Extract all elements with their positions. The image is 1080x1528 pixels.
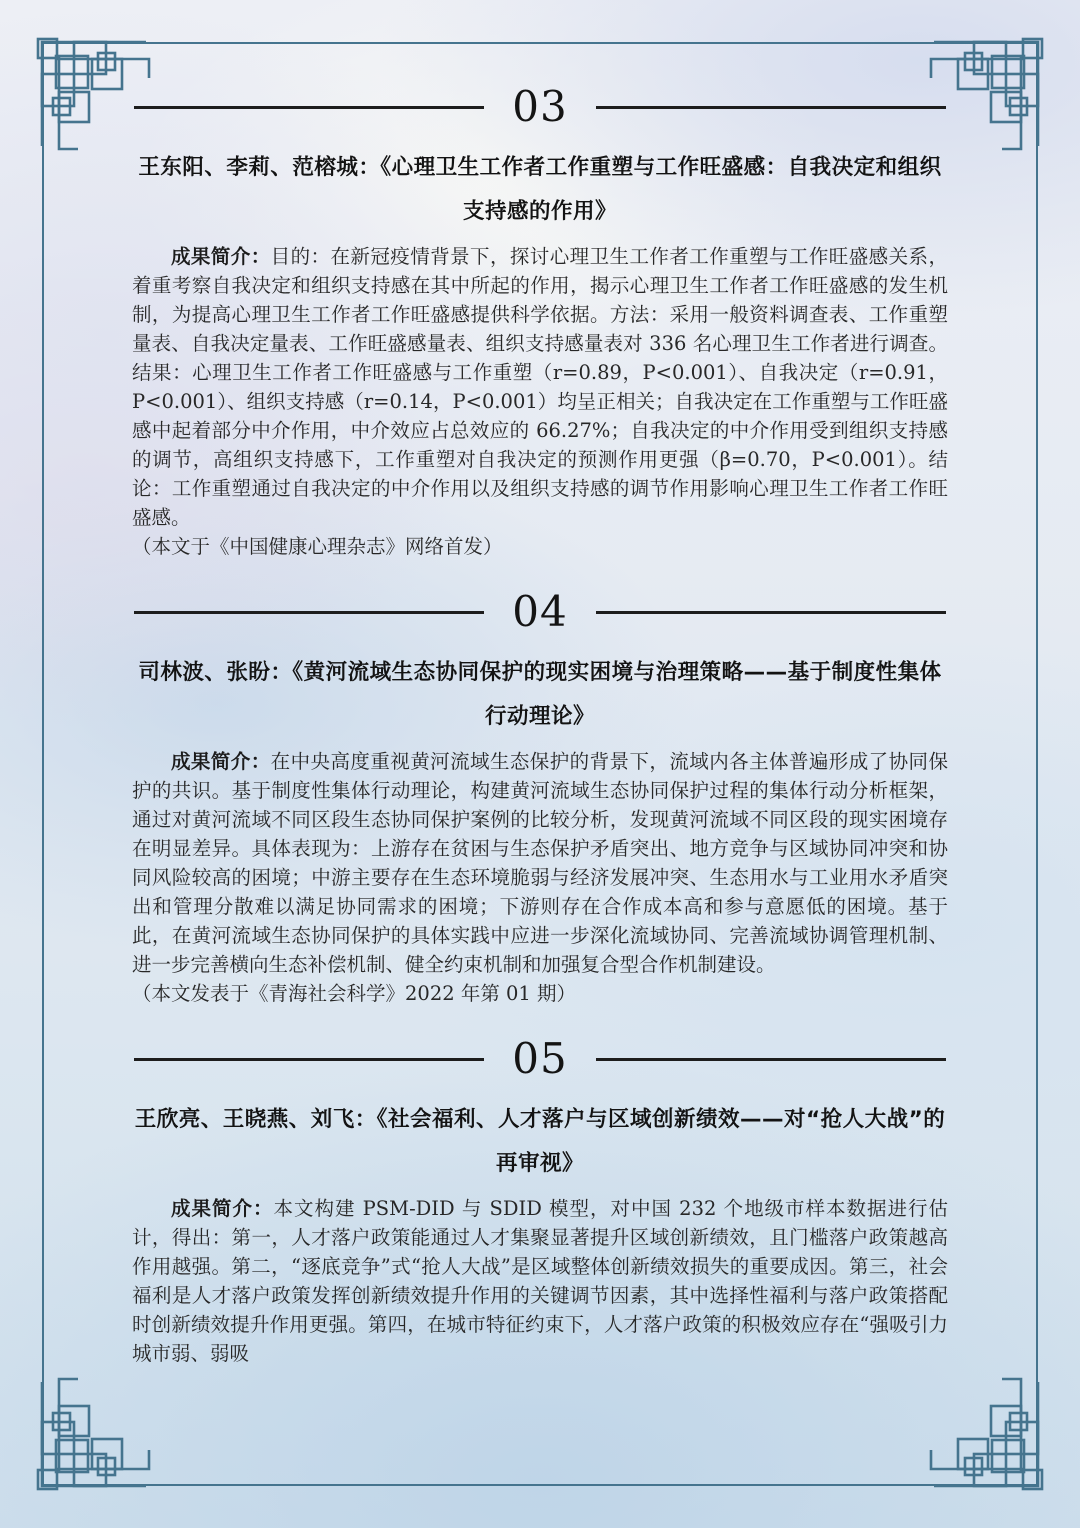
abstract-label: 成果简介： xyxy=(171,1197,274,1220)
divider-line-left xyxy=(134,1058,484,1061)
entry-abstract xyxy=(132,747,948,979)
section-divider xyxy=(134,587,946,636)
entry-abstract xyxy=(132,242,948,532)
divider-line-right xyxy=(596,1058,946,1061)
page-content xyxy=(132,82,948,1368)
abstract-text: 在中央高度重视黄河流域生态保护的背景下，流域内各主体普遍形成了协同保护的共识。基于制度性集体行动理论，构建黄河流域生态协同保护过程的集体行动分析框架，通过对黄河流域不同区段生态协同保护案例的比较分析，发现黄河流域不同区段的现实困境存在明显差异。具体表现为：上游存在贫困与生态保护矛盾突出、地方竞争与区域协同冲突和协同风险较高的困境；中游主要存在生态环境脆弱与经济发展冲突、生态用水与工业用水矛盾突出和管理分散难以满足协同需求的困境；下游则存在合作成本高和参与意愿低的困境。基于此，在黄河流域生态协同保护的具体实践中应进一步深化流域协同、完善流域协调管理机制、进一步完善横向生态补偿机制、健全约束机制和加强复合型合作机制建设。 xyxy=(132,750,948,976)
research-entry-04 xyxy=(132,587,948,1008)
divider-line-right xyxy=(596,611,946,614)
abstract-label: 成果简介： xyxy=(171,750,271,773)
divider-line-right xyxy=(596,106,946,109)
research-entry-05 xyxy=(132,1034,948,1368)
abstract-label: 成果简介： xyxy=(171,245,271,268)
entry-publication-note: （本文于《中国健康心理杂志》网络首发） xyxy=(132,535,503,558)
entry-title: 王欣亮、王晓燕、刘飞：《社会福利、人才落户与区域创新绩效——对“抢人大战”的再审视》 xyxy=(134,1107,946,1176)
entry-publication-note: （本文发表于《青海社会科学》2022 年第 01 期） xyxy=(132,982,577,1005)
section-divider xyxy=(134,82,946,131)
divider-line-left xyxy=(134,106,484,109)
section-number: 03 xyxy=(512,82,568,131)
abstract-text: 目的：在新冠疫情背景下，探讨心理卫生工作者工作重塑与工作旺盛感关系，着重考察自我决定和组织支持感在其中所起的作用，揭示心理卫生工作者工作旺盛感的发生机制，为提高心理卫生工作者工作旺盛感提供科学依据。方法：采用一般资料调查表、工作重塑量表、自我决定量表、工作旺盛感量表、组织支持感量表对 336 名心理卫生工作者进行调查。结果：心理卫生工作者工作旺盛感与工作重塑（r=0.89，P<0.001）、自我决定（r=0.91，P<0.001）、组织支持感（r=0.14，P<0.001）均呈正相关；自我决定在工作重塑与工作旺盛感中起着部分中介作用，中介效应占总效应的 66.27%；自我决定的中介作用受到组织支持感的调节，高组织支持感下，工作重塑对自我决定的预测作用更强（β=0.70，P<0.001）。结论：工作重塑通过自我决定的中介作用以及组织支持感的调节作用影响心理卫生工作者工作旺盛感。 xyxy=(132,245,948,529)
research-entry-03 xyxy=(132,82,948,561)
abstract-text: 本文构建 PSM-DID 与 SDID 模型，对中国 232 个地级市样本数据进行估计，得出：第一，人才落户政策能通过人才集聚显著提升区域创新绩效，且门槛落户政策越高作用越强。第二，“逐底竞争”式“抢人大战”是区域整体创新绩效损失的重要成因。第三，社会福利是人才落户政策发挥创新绩效提升作用的关键调节因素，其中选择性福利与落户政策搭配时创新绩效提升作用更强。第四，在城市特征约束下，人才落户政策的积极效应存在“强吸引力城市弱、弱吸 xyxy=(132,1197,948,1365)
section-divider xyxy=(134,1034,946,1083)
entry-title: 王东阳、李莉、范榕城：《心理卫生工作者工作重塑与工作旺盛感：自我决定和组织支持感的作用》 xyxy=(138,155,942,224)
entry-abstract xyxy=(132,1194,948,1368)
section-number: 04 xyxy=(512,587,568,636)
lattice-corner-ornament-icon xyxy=(902,1350,1052,1500)
divider-line-left xyxy=(134,611,484,614)
section-number: 05 xyxy=(512,1034,568,1083)
entry-title: 司林波、张盼：《黄河流域生态协同保护的现实困境与治理策略——基于制度性集体行动理论》 xyxy=(138,660,942,729)
lattice-corner-ornament-icon xyxy=(28,1350,178,1500)
